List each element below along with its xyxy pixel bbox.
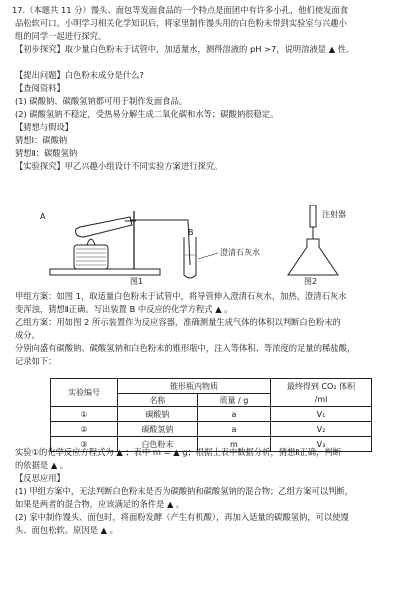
syringe-barrel xyxy=(310,205,316,227)
conical-flask xyxy=(288,239,338,275)
question-line: 【反思应用】 xyxy=(15,473,65,483)
question-line: 组的同学一起进行探究。 xyxy=(15,31,107,41)
syringe-label: 注射器 xyxy=(322,210,346,219)
limewater-pointer xyxy=(198,253,218,259)
question-line: 猜想Ⅰ：碳酸钠 xyxy=(15,135,68,145)
question-line: 的依据是 ▲ 。 xyxy=(15,460,69,470)
question-line: (2) 家中制作馒头、面包时，将面粉发酵（产生有机酸），再加入适量的碳酸氢钠，可以使馒 xyxy=(15,512,349,522)
question-line: 变浑浊，猜想Ⅱ正确。写出装置 B 中反应的化学方程式 ▲ 。 xyxy=(15,304,233,314)
cell-no: ② xyxy=(51,422,118,437)
question-line: 【提出问题】白色粉末成分是什么? xyxy=(15,70,144,80)
cell-name: 白色粉末 xyxy=(118,437,198,452)
delivery-tube xyxy=(130,220,190,265)
question-line: 17.（本题共 11 分）馒头、面包等发面食品的一个特点是面团中有许多小孔，他们使发面食 xyxy=(12,5,349,15)
apparatus-drawing xyxy=(30,205,390,285)
table-row xyxy=(51,422,372,437)
cell-mass: a xyxy=(197,407,270,422)
cell-name: 碳酸氢钠 xyxy=(118,422,198,437)
th-volume xyxy=(271,379,372,407)
cell-no: ③ xyxy=(51,437,118,452)
label-b: B xyxy=(188,228,194,237)
question-line: 【实验探究】甲乙兴趣小组设计不同实验方案进行探究。 xyxy=(15,161,223,171)
stand-base xyxy=(50,269,160,275)
question-line: 猜想Ⅱ：碳酸氢钠 xyxy=(15,148,78,158)
lamp-flame xyxy=(87,239,95,245)
th-name: 名称 xyxy=(118,394,198,407)
question-line: 【猜想与假设】 xyxy=(15,122,74,132)
question-line: (2) 碳酸氢钠不稳定，受热易分解生成二氧化碳和水等；碳酸钠很稳定。 xyxy=(15,109,279,119)
question-line: (1) 甲组方案中，无法判断白色粉末是否为碳酸钠和碳酸氢钠的混合物；乙组方案可以判断， xyxy=(15,486,353,496)
question-line: 如果是两者的混合物，应该满足的条件是 ▲ 。 xyxy=(15,499,185,509)
question-line: 【初步探究】取少量白色粉末于试管中，加适量水，测得溶液的 pH >7，说明溶液显 ▲ 性。 xyxy=(15,44,355,54)
th-volume-text: 最终得到 CO₂ 体积 xyxy=(286,381,356,391)
limewater-label: 澄清石灰水 xyxy=(220,248,260,257)
cell-volume: V₁ xyxy=(271,407,372,422)
question-line: 乙组方案：用如图 2 所示装置作为反应容器，准确测量生成气体的体积以判断白色粉末的 xyxy=(15,317,341,327)
question-line: (1) 碳酸钠、碳酸氢钠都可用于制作发面食品。 xyxy=(15,96,188,106)
lamp-hatching xyxy=(76,249,106,265)
test-tube-a xyxy=(76,217,132,237)
th-volume-unit: /ml xyxy=(314,394,328,404)
question-line: 品松软可口。小明学习相关化学知识后，将家里制作馒头用的白色粉末带到实验室与兴趣小 xyxy=(15,18,347,28)
question-line: 分别向盛有碳酸钠、碳酸氢钠和白色粉末的锥形瓶中，注入等体积、等浓度的足量的稀盐酸， xyxy=(15,343,356,353)
th-substance: 锥形瓶内物质 xyxy=(118,379,271,394)
cell-name: 碳酸钠 xyxy=(118,407,198,422)
cell-volume: V₃ xyxy=(271,437,372,452)
cell-volume: V₂ xyxy=(271,422,372,437)
apparatus-figure xyxy=(30,205,390,285)
th-exp-no: 实验编号 xyxy=(51,379,118,407)
table-row xyxy=(51,407,372,422)
question-line: 头、面包松软。原因是 ▲ 。 xyxy=(15,525,118,535)
cell-no: ① xyxy=(51,407,118,422)
cell-mass: a xyxy=(197,422,270,437)
fig1-caption: 图1 xyxy=(130,277,144,285)
question-line: 【查阅资料】 xyxy=(15,83,65,93)
label-a: A xyxy=(40,212,46,221)
question-line: 成分。 xyxy=(15,330,40,340)
th-mass: 质量 / g xyxy=(197,394,270,407)
question-line: 记录如下： xyxy=(15,356,57,366)
cell-mass: m xyxy=(197,437,270,452)
results-table xyxy=(50,378,372,452)
fig2-caption: 图2 xyxy=(304,277,318,285)
question-line: 甲组方案：如图 1，取适量白色粉末于试管中，将导管伸入澄清石灰水，加热，澄清石灰水 xyxy=(15,291,347,301)
question-line: 实验①的化学反应方程式为 ▲ ；表中 m = ▲ g；根据上表中数据分析，猜想Ⅱ正确，判断 xyxy=(15,447,341,457)
